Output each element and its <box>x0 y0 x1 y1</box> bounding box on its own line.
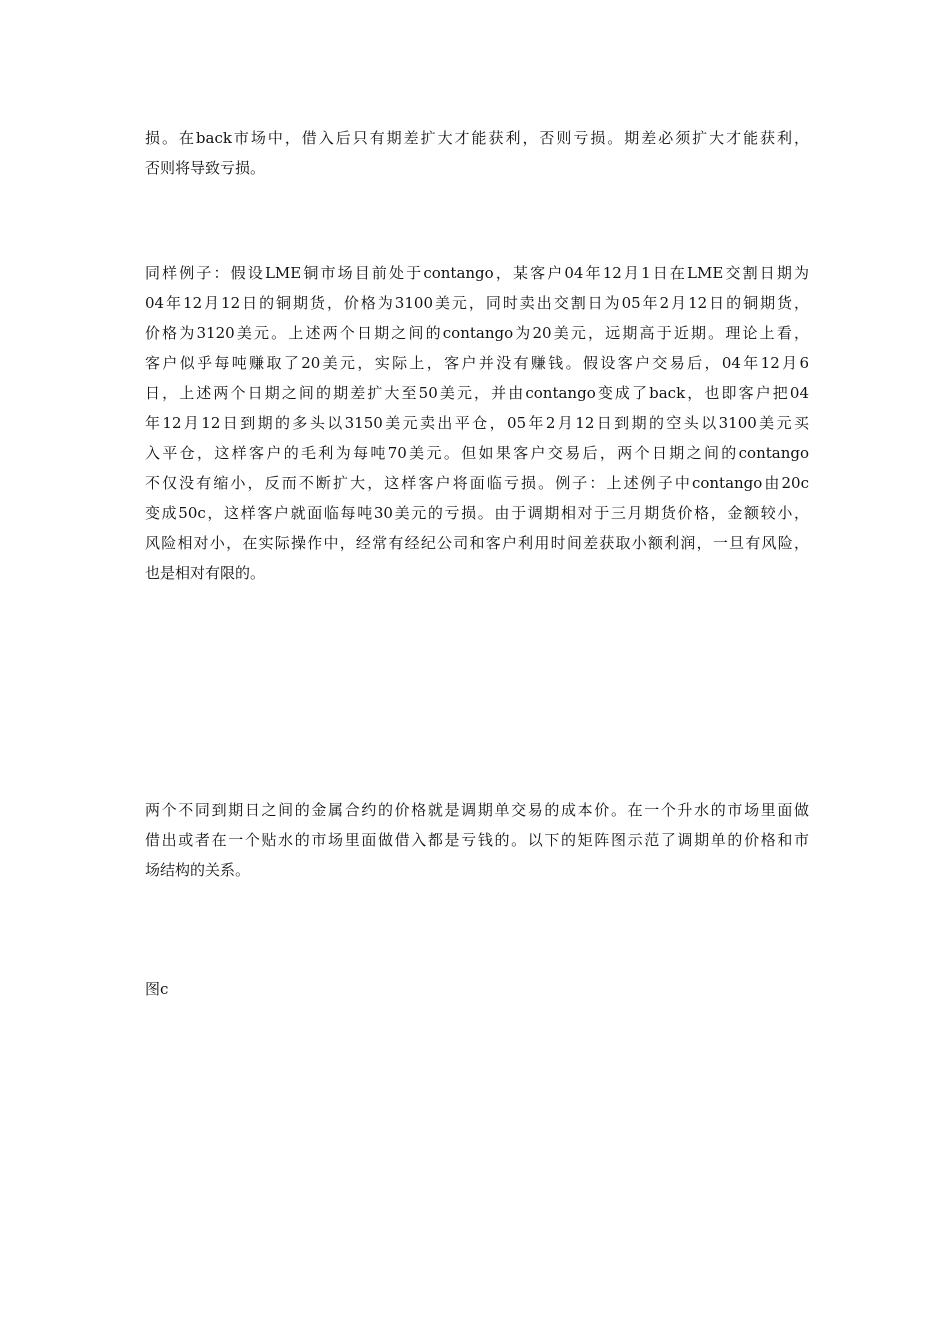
figure-label: 图c <box>145 980 169 998</box>
text-line: 两个不同到期日之间的金属合约的价格就是调期单交易的成本价。在一个升水的市场里面做 <box>145 801 809 819</box>
text-line: 04年12月12日的铜期货，价格为3100美元，同时卖出交割日为05年2月12日的铜期货， <box>145 294 809 312</box>
text-line: 不仅没有缩小，反而不断扩大，这样客户将面临亏损。例子：上述例子中contango由20c <box>145 474 809 492</box>
figure-caption <box>145 974 809 1004</box>
text-line: 价格为3120美元。上述两个日期之间的contango为20美元，远期高于近期。理论上看， <box>145 324 809 342</box>
text-line: 变成50c，这样客户就面临每吨30美元的亏损。由于调期相对于三月期货价格，金额较小， <box>145 504 809 522</box>
text-line: 损。在back市场中，借入后只有期差扩大才能获利，否则亏损。期差必须扩大才能获利， <box>145 129 809 147</box>
text-line: 客户似乎每吨赚取了20美元，实际上，客户并没有赚钱。假设客户交易后，04年12月6 <box>145 354 809 372</box>
text-line: 借出或者在一个贴水的市场里面做借入都是亏钱的。以下的矩阵图示范了调期单的价格和市 <box>145 831 809 849</box>
text-line: 年12月12日到期的多头以3150美元卖出平仓，05年2月12日到期的空头以3100美元买 <box>145 414 809 432</box>
paragraph-swap-cost <box>145 795 809 885</box>
text-line: 风险相对小，在实际操作中，经常有经纪公司和客户利用时间差获取小额利润，一旦有风险， <box>145 534 809 552</box>
text-line: 也是相对有限的。 <box>145 564 266 582</box>
text-line: 入平仓，这样客户的毛利为每吨70美元。但如果客户交易后，两个日期之间的contango <box>145 444 809 462</box>
paragraph-back-market <box>145 123 809 183</box>
text-line: 日，上述两个日期之间的期差扩大至50美元，并由contango变成了back，也即客户把04 <box>145 384 809 402</box>
text-line: 否则将导致亏损。 <box>145 159 266 177</box>
paragraph-example <box>145 258 809 588</box>
text-line: 场结构的关系。 <box>145 861 251 879</box>
text-line: 同样例子：假设LME铜市场目前处于contango，某客户04年12月1日在LME交割日期为 <box>145 264 809 282</box>
